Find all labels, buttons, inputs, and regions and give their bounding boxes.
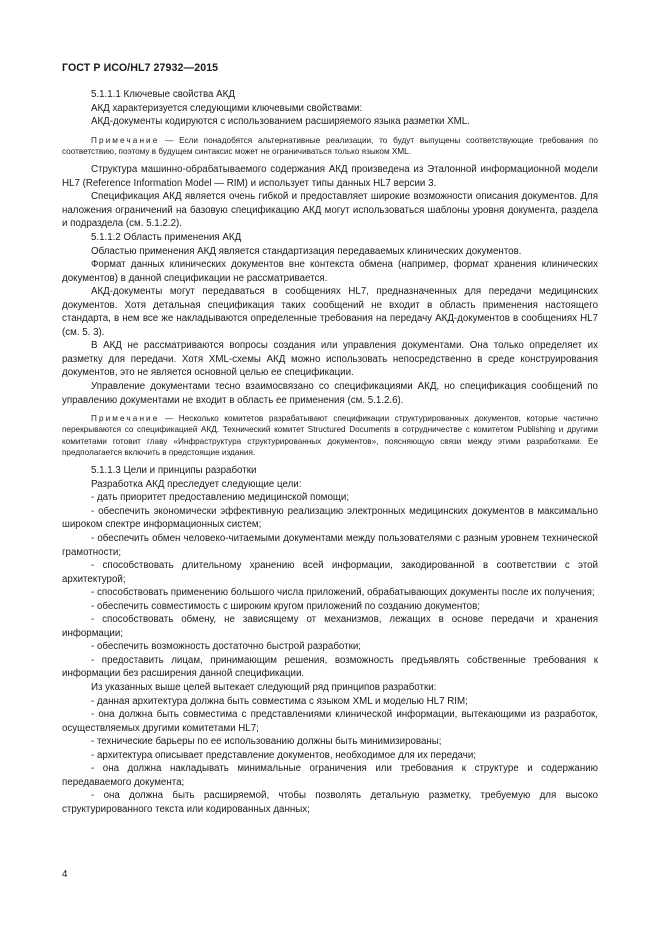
- paragraph: Спецификация АКД является очень гибкой и предоставляет широкие возможности описания документов. Для наложения ограничений на базовую спецификацию АКД могут использоваться шаблоны уровня документа, раздела и подраздела (см. 5.1.2.2).: [62, 191, 598, 230]
- note-1: [62, 135, 598, 158]
- list-item: - дать приоритет предоставлению медицинской помощи;: [91, 492, 350, 504]
- paragraph: Разработка АКД преследует следующие цели:: [91, 478, 302, 490]
- paragraph: Областью применения АКД является стандартизация передаваемых клинических документов.: [91, 245, 522, 257]
- paragraph: Структура машинно-обрабатываемого содержания АКД произведена из Эталонной информационной модели HL7 (Reference Information Model — RIM) и использует типы данных HL7 версии 3.: [62, 164, 598, 189]
- list-item: - обеспечить возможность достаточно быстрой разработки;: [91, 641, 362, 653]
- note-text: — Если понадобятся альтернативные реализации, то будут выпущены соответствующие требования по соответствию, поэтому в будущем синтаксис может не ограничиваться только языком XML.: [62, 135, 598, 156]
- list-item: - она должна быть расширяемой, чтобы позволять детальную разметку, требуемую для высоко структурированного текста или кодированных данных;: [62, 790, 598, 815]
- section-heading-5-1-1-1: 5.1.1.1 Ключевые свойства АКД: [91, 89, 235, 100]
- list-item: - способствовать применению большого числа приложений, обрабатывающих документы после их получения;: [91, 587, 595, 599]
- paragraph: Управление документами тесно взаимосвязано со спецификациями АКД, но спецификация сообщений по управлению документами не входит в область ее применения (см. 5.1.2.6).: [62, 380, 598, 406]
- document-header: ГОСТ Р ИСО/HL7 27932—2015: [62, 62, 219, 74]
- list-item: - архитектура описывает представление документов, необходимое для их передачи;: [91, 749, 476, 761]
- list-item: - способствовать обмену, не зависящему от механизмов, лежащих в основе передачи и хранения информации;: [62, 614, 598, 639]
- note-text: — Несколько комитетов разрабатывают спецификации структурированных документов, которые частично перекрываются со спецификацией АКД. Технический комитет Structured Documents в сотрудничестве с комитетом Publishing и другими комитетами готовит главу «Инфраструктура структурированных документов», поясняющую связи между этими разработками. Ее предполагается включить в предстоящие издания.: [62, 414, 598, 457]
- paragraph: Формат данных клинических документов вне контекста обмена (например, формат хранения клинических документов) в данной спецификации не рассматривается.: [62, 259, 598, 284]
- list-item: - она должна накладывать минимальные ограничения или требования к структуре и содержанию передаваемого документа;: [62, 763, 598, 788]
- list-item: - технические барьеры по ее использованию должны быть минимизированы;: [91, 736, 442, 748]
- list-item: - она должна быть совместима с представлениями клинической информации, вытекающими из разработок, осуществляемых другими комитетами HL7;: [62, 709, 598, 734]
- paragraph: Из указанных выше целей вытекает следующий ряд принципов разработки:: [91, 682, 437, 694]
- note-label: Примечание: [91, 135, 160, 145]
- paragraph: АКД-документы могут передаваться в сообщениях HL7, предназначенных для передачи медицинских документов. Хотя детальная спецификация таких сообщений не входит в область применения настоящего стандарта, в нем все же накладываются определенные требования на передачу АКД-документов в сообщениях HL7 (см. 5. 3).: [62, 286, 598, 338]
- page-content: [62, 88, 598, 816]
- page-number: 4: [62, 869, 68, 880]
- section-heading-5-1-1-3: 5.1.1.3 Цели и принципы разработки: [91, 465, 257, 477]
- list-item: - способствовать длительному хранению всей информации, закодированной в соответствии с этой архитектурой;: [62, 560, 598, 585]
- list-item: - обеспечить совместимость с широким кругом приложений по созданию документов;: [91, 600, 480, 612]
- section-heading-5-1-1-2: 5.1.1.2 Область применения АКД: [91, 231, 242, 243]
- list-item: - обеспечить экономически эффективную реализацию электронных медицинских документов в максимально широком спектре информационных систем;: [62, 505, 598, 531]
- paragraph: В АКД не рассматриваются вопросы создания или управления документами. Она только определяет их разметку для передачи. Хотя XML-схемы АКД можно использовать непосредственно в среде конструирования документов, это не является основной целью ее спецификации.: [62, 340, 598, 379]
- paragraph: АКД-документы кодируются с использованием расширяемого языка разметки XML.: [91, 116, 470, 128]
- list-item: - обеспечить обмен человеко-читаемыми документами между пользователями с разным уровнем технической грамотности;: [62, 533, 598, 558]
- note-2: [62, 413, 598, 458]
- list-item: - данная архитектура должна быть совместима с языком XML и моделью HL7 RIM;: [91, 695, 468, 707]
- list-item: - предоставить лицам, принимающим решения, возможность предъявлять собственные требования к информации без расширения данной спецификации.: [62, 654, 598, 680]
- paragraph: АКД характеризуется следующими ключевыми свойствами:: [91, 102, 363, 114]
- note-label: Примечание: [91, 414, 160, 424]
